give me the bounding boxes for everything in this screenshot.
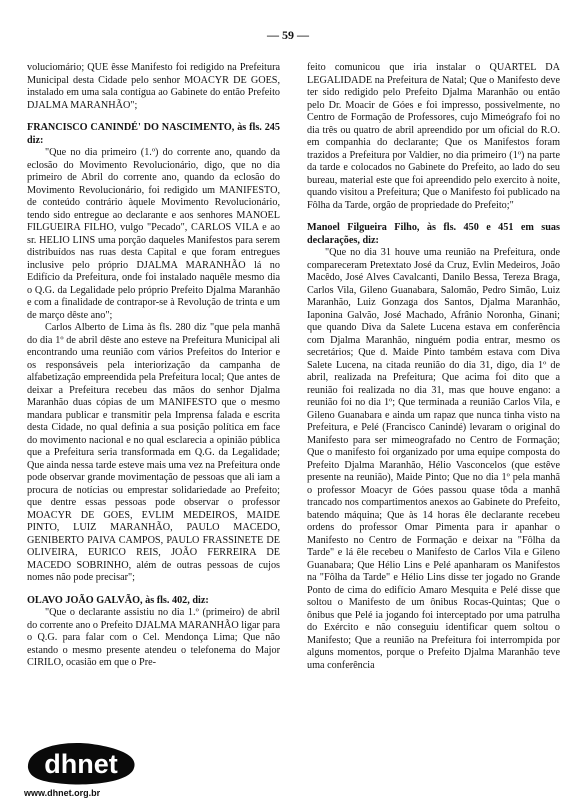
- paragraph: voluciomário; QUE êsse Manifesto foi redigido na Prefeitura Municipal desta Cidade pelo senhor MOACYR DE GOES, instalado em uma sala contígua ao Gabinete do então Prefeito DJALMA MARANHÃO";: [27, 62, 280, 111]
- page-number: — 59 —: [267, 28, 309, 42]
- left-column: [27, 62, 280, 670]
- paragraph: "Que no dia primeiro (1.º) do corrente ano, quando da eclosão do Movimento Revolucionário, digo, que no dia primeiro de Abril do corrente ano, quando da eclosão do Movimento Revolucionário, foi redigido um MANIFESTO, de conteúdo contrário àquele Movimento Revolucionário, tendo sido entregue ao declarante e aos senhores MANOEL FILGUEIRA FILHO, vulgo "Pecado", CARLOS VILA e ao sr. HELIO LINS uma porção daqueles Manifestos para serem distribuídos nas ruas desta Capital e que foram entregues inclusive pelo próprio DJALMA MARANHÃO lá no Edifício da Prefeitura, onde foi instalado naquêle mesmo dia o Q.G. da Legalidade pelo próprio Prefeito Djalma Maranhão e com a finalidade de contrapor-se à Revolução de trinta e um de março dêste ano";: [27, 147, 280, 321]
- heading-text: OLAVO JOÃO GALVÃO, às fls. 402, diz:: [27, 594, 209, 606]
- heading-text: Manoel Filgueira Filho, às fls. 450 e 451 em suas declarações, diz:: [307, 222, 560, 246]
- paragraph: Carlos Alberto de Lima às fls. 280 diz "que pela manhã do dia 1º de abril dêste ano esteve na Prefeitura Municipal ali encontrando uma reunião com vários Prefeitos do Interior e os responsáveis pela interiorização da campanha de alfabetização empreendida pela Prefeitura local; Que antes de deixar a Prefeitura recebeu das mãos do senhor Djalma Maranhão duas cópias de um MANIFESTO que o mesmo mandara publicar e transmitir pela Imprensa falada e escrita desta Cidade, no qual definia a sua posição política em face do movimento nacional e no qual esclarecia a opinião pública que a Prefeitura seria transformada em Q.G. da Legalidade; Que ainda nessa tarde esteve mais uma vez na Prefeitura onde pode observar grande movimentação de pessoas que ali iam a procura de notícias ou emprestar solidariedade ao Prefeito; que dentre essas pessoas pode observar o professor MOACYR DE GOES, EVLIM MEDEIROS, MAIDE PINTO, LUIZ MARANHÃO, PAULO MACEDO, GENIBERTO PAIVA CAMPOS, PAULO FRASSINETE DE OLIVEIRA, EURICO REIS, JOÃO FERREIRA DE MACEDO SOBRINHO, além de outras pessoas de cujos nomes não pode precisar";: [27, 322, 280, 583]
- section-heading: [27, 122, 280, 147]
- paragraph: "Que o declarante assistiu no dia 1.º (primeiro) de abril do corrente ano o Prefeito DJALMA MARANHÃO ligar para o Q.G. para falar com o Cel. Mendonça Lima; Que não estando o mesmo presente atendeu o telefonema do Major CIRILO, ocasião em que o Pre-: [27, 607, 280, 668]
- logo-word-text: dhnet: [44, 749, 118, 779]
- heading-text: FRANCISCO CANINDÉ' DO NASCIMENTO, às fls. 245 diz:: [27, 122, 280, 146]
- section-heading: [307, 222, 560, 247]
- logo-url: www.dhnet.org.br: [24, 788, 101, 798]
- right-column: [307, 62, 560, 672]
- dhnet-logo: [22, 738, 140, 804]
- dhnet-logo-icon: [22, 738, 140, 786]
- section-heading: [27, 595, 280, 608]
- paragraph: feito comunicou que iria instalar o QUARTEL DA LEGALIDADE na Prefeitura de Natal; Que o Manifesto deve ter sido redigido pelo Prefeito Djalma Maranhão ou então pelo Dr. Moacir de Góes e foi impresso, possivelmente, no Centro de Formação de Professores, cujo Mimeógrafo foi no dia três ou quatro de abril apreendido por um oficial do R.O. em companhia do declarante; Que os Manifestos foram trazidos a Prefeitura por Valdier, no dia primeiro (1º) na parte da tarde e colocados no Gabinete do Prefeito, ao lado do seu bureau, material este que foi apreendido pelo exercito à noite, quando visitou a Prefeitura; Que o Manifesto foi publicado na Fôlha da Tarde, orgão de propriedade do Prefeito;": [307, 62, 560, 211]
- paragraph: "Que no dia 31 houve uma reunião na Prefeitura, onde compareceram Pretextato José da Cruz, Evlin Medeiros, João Macêdo, José Alves Cavalcanti, Danilo Bessa, Tereza Braga, Carlos Vila, Gileno Guanabara, Salomão, Pedro Simão, Luiz Maranhão, Luiz Gonzaga dos Santos, Djalma Maranhão, Iaponina Galvão, José Machado, Afrânio Noronha, Ginani; que quando Diva da Salete Lucena estava em conferência com Djalma Maranhão, ninguém podia entrar, mesmo os secretários; Que d. Maide Pinto também estava com Diva Salete Lucena, na citada reunião do dia 31, digo, dia 1º de abril, realizada na Prefeitura; Que acima foi dito que a reunião foi realizada no dia 31, mas que houve engano: a reunião foi no dia 1º; Que terminada a reunião Carlos Vila, e Gileno Guanabara e ainda um rapaz que nunca tinha visto na Prefeitura, e Pelé (Francisco Canindé) levaram o original do Manifesto para ser mimeografado no Centro de Formação; Que o manifesto foi organizado por uma equipe composta do Prefeito Djalma Maranhão, Hélio Vasconcelos (que estêve presente na reunião), Maide Pinto; Que no dia 1º pela manhã o professor Moacyr de Góes passou quase tôda a manhã trancado nos compartimentos anexos ao Gabinete do Prefeito, batendo máquina; Que às 14 horas êle declarante recebeu ordens do professor Omar Pimenta para ir apanhar o Manifesto no Centro de Formação e deixar na "Fôlha da Tarde" e lá êle recebeu o Manifesto de Carlos Vila e Gileno Guanabara; Que Hélio Lins e Pelé apanharam os Manifestos na "Fôlha da Tarde" e Hélio Lins disse ter jogado no Grande Ponto de cima do edifício Amaro Mesquita e Pelé disse que soltou o Manifesto de um ônibus Rocas-Quintas; Que o ônibus que Pelé ia jogando foi interceptado por uma patrulha do Exército e não conseguiu identificar quem soltou o Manifesto; Que a reunião na Prefeitura foi interrompida por alguns momentos, porque o Prefeito Djalma Maranhão teve uma conferência: [307, 247, 560, 671]
